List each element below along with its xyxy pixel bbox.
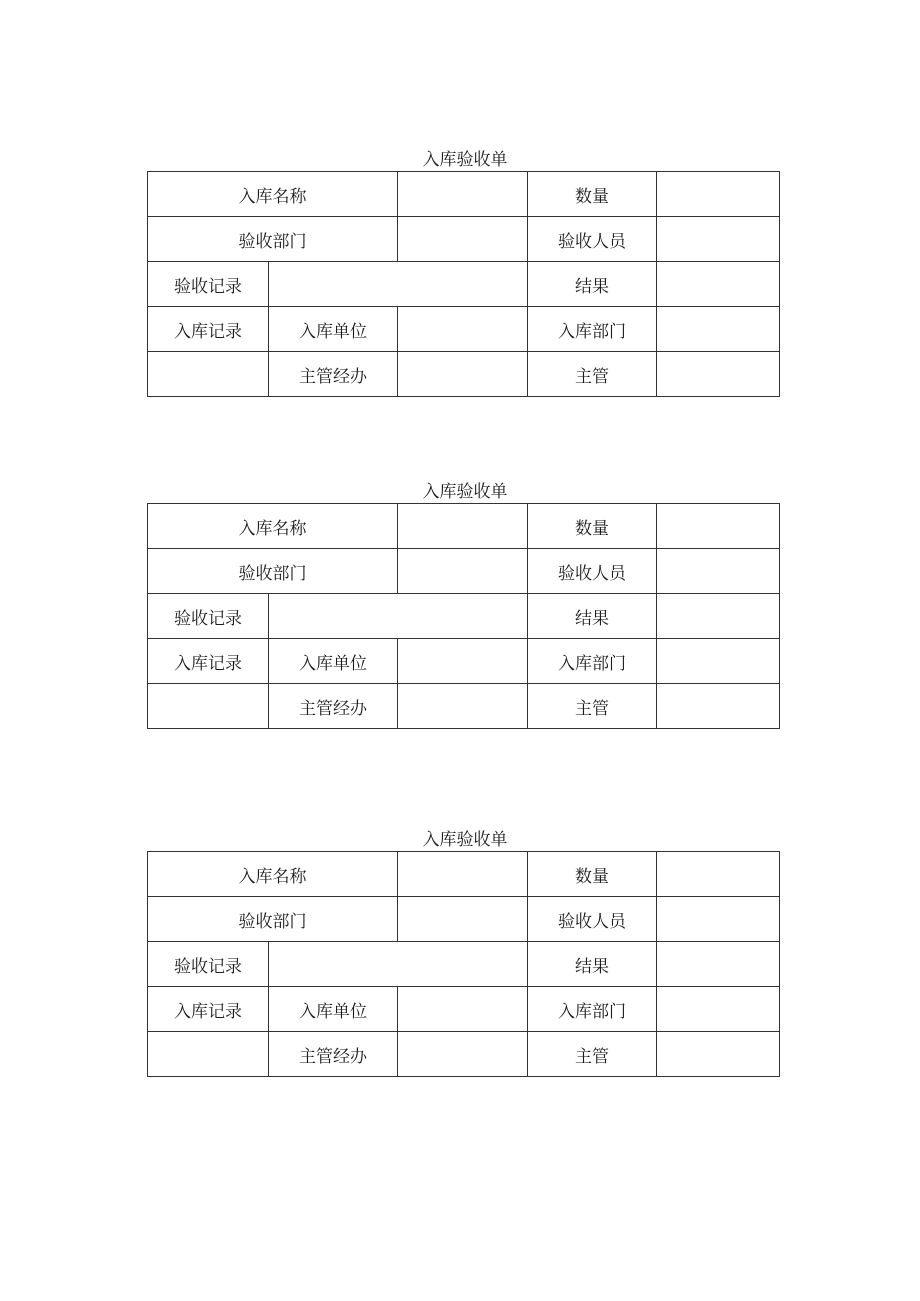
result-label: 结果 <box>528 942 657 987</box>
storage-dept-field[interactable] <box>657 307 780 352</box>
inspection-dept-field[interactable] <box>398 897 528 942</box>
inspector-field[interactable] <box>657 549 780 594</box>
inspector-field[interactable] <box>657 897 780 942</box>
table-row <box>148 352 780 397</box>
receipt-form-1 <box>147 149 779 397</box>
inspection-record-field[interactable] <box>269 262 528 307</box>
storage-unit-field[interactable] <box>398 639 528 684</box>
receipt-table <box>147 503 780 729</box>
item-name-label: 入库名称 <box>148 504 398 549</box>
item-name-field[interactable] <box>398 504 528 549</box>
table-row <box>148 852 780 897</box>
storage-unit-label: 入库单位 <box>269 639 398 684</box>
inspection-dept-label: 验收部门 <box>148 549 398 594</box>
storage-unit-field[interactable] <box>398 987 528 1032</box>
inspection-record-label: 验收记录 <box>148 594 269 639</box>
supervisor-label: 主管 <box>528 1032 657 1077</box>
storage-dept-label: 入库部门 <box>528 307 657 352</box>
table-row <box>148 639 780 684</box>
storage-unit-field[interactable] <box>398 307 528 352</box>
supervisor-label: 主管 <box>528 352 657 397</box>
result-label: 结果 <box>528 594 657 639</box>
receipt-table <box>147 171 780 397</box>
receipt-form-2 <box>147 481 779 729</box>
storage-dept-field[interactable] <box>657 639 780 684</box>
inspector-label: 验收人员 <box>528 549 657 594</box>
storage-record-label: 入库记录 <box>148 639 269 684</box>
inspector-label: 验收人员 <box>528 217 657 262</box>
item-name-label: 入库名称 <box>148 172 398 217</box>
quantity-label: 数量 <box>528 504 657 549</box>
storage-record-field[interactable] <box>148 352 269 397</box>
supervisor-field[interactable] <box>657 352 780 397</box>
inspection-dept-field[interactable] <box>398 549 528 594</box>
storage-record-label: 入库记录 <box>148 987 269 1032</box>
quantity-field[interactable] <box>657 852 780 897</box>
item-name-field[interactable] <box>398 172 528 217</box>
receipt-form-3 <box>147 829 779 1077</box>
supervisor-handler-label: 主管经办 <box>269 1032 398 1077</box>
quantity-field[interactable] <box>657 172 780 217</box>
result-field[interactable] <box>657 262 780 307</box>
result-field[interactable] <box>657 594 780 639</box>
table-row <box>148 897 780 942</box>
inspector-label: 验收人员 <box>528 897 657 942</box>
quantity-label: 数量 <box>528 852 657 897</box>
supervisor-handler-field[interactable] <box>398 684 528 729</box>
storage-dept-field[interactable] <box>657 987 780 1032</box>
table-row <box>148 549 780 594</box>
result-label: 结果 <box>528 262 657 307</box>
inspection-record-label: 验收记录 <box>148 942 269 987</box>
table-row <box>148 307 780 352</box>
storage-unit-label: 入库单位 <box>269 987 398 1032</box>
storage-record-field[interactable] <box>148 1032 269 1077</box>
form-title: 入库验收单 <box>422 150 508 170</box>
receipt-table <box>147 851 780 1077</box>
item-name-field[interactable] <box>398 852 528 897</box>
table-row <box>148 504 780 549</box>
table-row <box>148 684 780 729</box>
supervisor-handler-label: 主管经办 <box>269 352 398 397</box>
result-field[interactable] <box>657 942 780 987</box>
inspection-dept-label: 验收部门 <box>148 897 398 942</box>
table-row <box>148 942 780 987</box>
inspection-record-field[interactable] <box>269 594 528 639</box>
supervisor-handler-field[interactable] <box>398 352 528 397</box>
quantity-field[interactable] <box>657 504 780 549</box>
quantity-label: 数量 <box>528 172 657 217</box>
table-row <box>148 217 780 262</box>
inspection-dept-label: 验收部门 <box>148 217 398 262</box>
inspector-field[interactable] <box>657 217 780 262</box>
form-title: 入库验收单 <box>422 830 508 850</box>
supervisor-handler-field[interactable] <box>398 1032 528 1077</box>
supervisor-field[interactable] <box>657 684 780 729</box>
storage-record-label: 入库记录 <box>148 307 269 352</box>
storage-record-field[interactable] <box>148 684 269 729</box>
table-row <box>148 1032 780 1077</box>
storage-unit-label: 入库单位 <box>269 307 398 352</box>
inspection-record-label: 验收记录 <box>148 262 269 307</box>
storage-dept-label: 入库部门 <box>528 639 657 684</box>
inspection-record-field[interactable] <box>269 942 528 987</box>
supervisor-field[interactable] <box>657 1032 780 1077</box>
storage-dept-label: 入库部门 <box>528 987 657 1032</box>
inspection-dept-field[interactable] <box>398 217 528 262</box>
table-row <box>148 172 780 217</box>
item-name-label: 入库名称 <box>148 852 398 897</box>
table-row <box>148 987 780 1032</box>
table-row <box>148 262 780 307</box>
supervisor-handler-label: 主管经办 <box>269 684 398 729</box>
supervisor-label: 主管 <box>528 684 657 729</box>
form-title: 入库验收单 <box>422 482 508 502</box>
table-row <box>148 594 780 639</box>
